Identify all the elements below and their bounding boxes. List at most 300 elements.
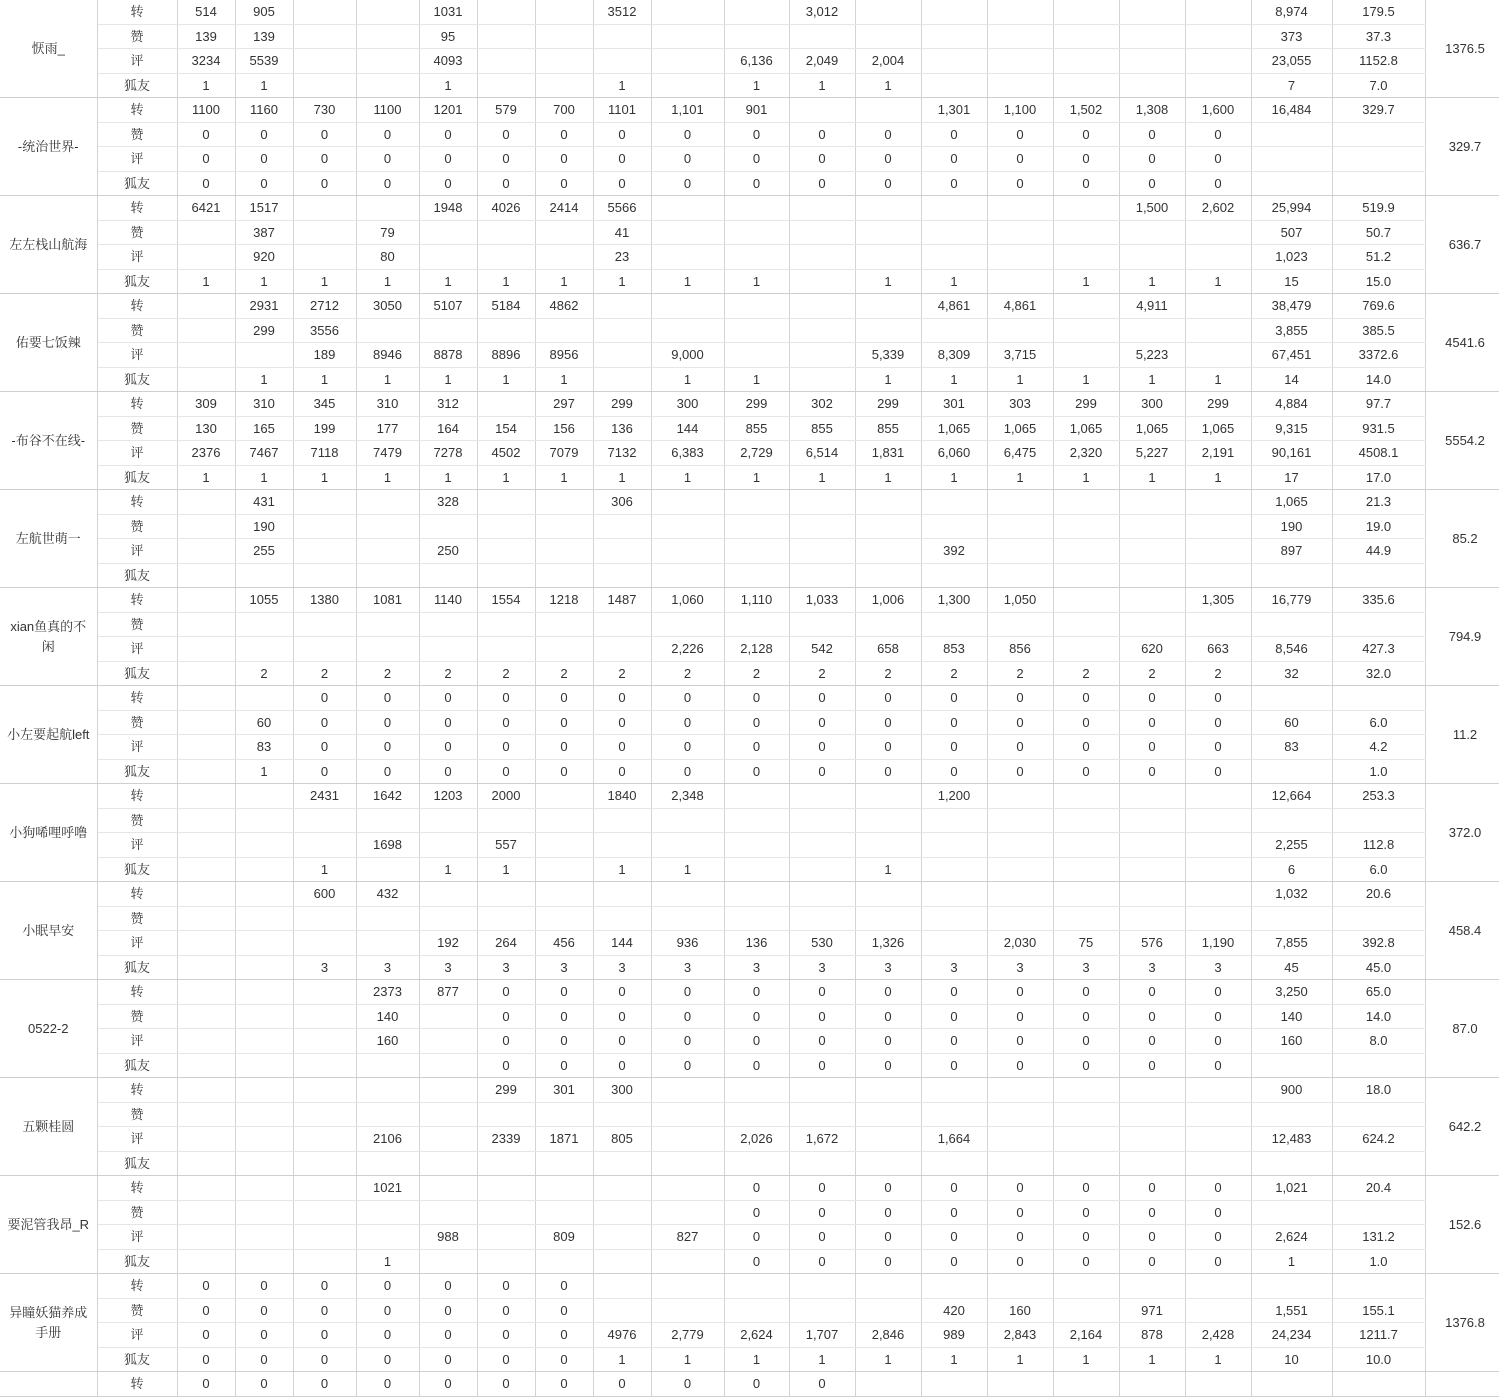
metric-type-cell[interactable]: 赞 (97, 1004, 177, 1029)
value-cell[interactable]: 0 (651, 710, 724, 735)
avg-cell[interactable] (1332, 147, 1425, 172)
value-cell[interactable]: 0 (535, 171, 593, 196)
value-cell[interactable] (593, 1200, 651, 1225)
value-cell[interactable]: 2106 (356, 1127, 419, 1152)
value-cell[interactable]: 0 (987, 1225, 1053, 1250)
value-cell[interactable]: 1 (235, 269, 293, 294)
value-cell[interactable]: 1 (855, 73, 921, 98)
value-cell[interactable] (593, 637, 651, 662)
value-cell[interactable] (987, 1078, 1053, 1103)
value-cell[interactable] (356, 196, 419, 221)
value-cell[interactable] (177, 367, 235, 392)
value-cell[interactable]: 0 (535, 735, 593, 760)
value-cell[interactable]: 139 (235, 24, 293, 49)
sum-cell[interactable]: 38,479 (1251, 294, 1332, 319)
value-cell[interactable] (177, 1078, 235, 1103)
value-cell[interactable] (419, 808, 477, 833)
value-cell[interactable] (724, 490, 789, 515)
value-cell[interactable]: 0 (356, 1372, 419, 1397)
value-cell[interactable]: 8946 (356, 343, 419, 368)
value-cell[interactable]: 1 (1185, 269, 1251, 294)
value-cell[interactable] (177, 808, 235, 833)
value-cell[interactable]: 2 (987, 661, 1053, 686)
value-cell[interactable] (419, 906, 477, 931)
value-cell[interactable]: 0 (593, 1029, 651, 1054)
value-cell[interactable] (235, 882, 293, 907)
value-cell[interactable]: 0 (789, 1176, 855, 1201)
value-cell[interactable]: 827 (651, 1225, 724, 1250)
sum-cell[interactable]: 32 (1251, 661, 1332, 686)
value-cell[interactable]: 0 (535, 1323, 593, 1348)
metric-type-cell[interactable]: 评 (97, 343, 177, 368)
value-cell[interactable]: 0 (855, 686, 921, 711)
value-cell[interactable]: 0 (293, 1298, 356, 1323)
value-cell[interactable]: 1,006 (855, 588, 921, 613)
value-cell[interactable] (724, 294, 789, 319)
metric-type-cell[interactable]: 狐友 (97, 759, 177, 784)
value-cell[interactable]: 1 (651, 465, 724, 490)
metric-type-cell[interactable]: 狐友 (97, 1249, 177, 1274)
value-cell[interactable] (855, 98, 921, 123)
value-cell[interactable]: 1 (293, 465, 356, 490)
value-cell[interactable]: 1 (789, 73, 855, 98)
value-cell[interactable]: 0 (356, 686, 419, 711)
avg-cell[interactable]: 3372.6 (1332, 343, 1425, 368)
value-cell[interactable]: 0 (1053, 1176, 1119, 1201)
value-cell[interactable] (1119, 1078, 1185, 1103)
value-cell[interactable] (1053, 563, 1119, 588)
value-cell[interactable] (419, 245, 477, 270)
value-cell[interactable] (593, 367, 651, 392)
value-cell[interactable]: 6,514 (789, 441, 855, 466)
value-cell[interactable] (535, 49, 593, 74)
value-cell[interactable] (419, 1200, 477, 1225)
value-cell[interactable]: 0 (477, 1347, 535, 1372)
value-cell[interactable]: 2000 (477, 784, 535, 809)
value-cell[interactable]: 0 (1053, 1004, 1119, 1029)
avg-cell[interactable]: 624.2 (1332, 1127, 1425, 1152)
value-cell[interactable]: 600 (293, 882, 356, 907)
value-cell[interactable] (1119, 784, 1185, 809)
value-cell[interactable] (724, 514, 789, 539)
value-cell[interactable]: 309 (177, 392, 235, 417)
value-cell[interactable] (789, 882, 855, 907)
value-cell[interactable] (477, 220, 535, 245)
value-cell[interactable] (1119, 490, 1185, 515)
avg-cell[interactable]: 19.0 (1332, 514, 1425, 539)
value-cell[interactable] (724, 343, 789, 368)
value-cell[interactable] (235, 1004, 293, 1029)
value-cell[interactable] (1185, 0, 1251, 24)
value-cell[interactable] (789, 612, 855, 637)
value-cell[interactable]: 4093 (419, 49, 477, 74)
value-cell[interactable]: 0 (1053, 1200, 1119, 1225)
value-cell[interactable]: 0 (724, 1004, 789, 1029)
value-cell[interactable]: 0 (419, 1323, 477, 1348)
value-cell[interactable] (921, 490, 987, 515)
value-cell[interactable] (1119, 0, 1185, 24)
value-cell[interactable]: 1,065 (1119, 416, 1185, 441)
value-cell[interactable] (855, 1102, 921, 1127)
value-cell[interactable]: 1 (724, 73, 789, 98)
value-cell[interactable] (535, 637, 593, 662)
value-cell[interactable]: 9,000 (651, 343, 724, 368)
avg-cell[interactable]: 155.1 (1332, 1298, 1425, 1323)
value-cell[interactable]: 139 (177, 24, 235, 49)
avg-cell[interactable]: 32.0 (1332, 661, 1425, 686)
value-cell[interactable]: 0 (724, 1029, 789, 1054)
avg-cell[interactable]: 14.0 (1332, 1004, 1425, 1029)
avg-cell[interactable]: 20.4 (1332, 1176, 1425, 1201)
value-cell[interactable]: 0 (651, 122, 724, 147)
value-cell[interactable]: 0 (1185, 1004, 1251, 1029)
value-cell[interactable] (987, 833, 1053, 858)
value-cell[interactable]: 0 (177, 1298, 235, 1323)
value-cell[interactable] (651, 0, 724, 24)
value-cell[interactable]: 557 (477, 833, 535, 858)
value-cell[interactable]: 1 (1119, 465, 1185, 490)
value-cell[interactable]: 0 (789, 710, 855, 735)
avg-cell[interactable]: 15.0 (1332, 269, 1425, 294)
account-name-cell[interactable]: 小左要起航left (0, 686, 97, 784)
sum-cell[interactable] (1251, 1151, 1332, 1176)
value-cell[interactable] (235, 980, 293, 1005)
value-cell[interactable]: 1,707 (789, 1323, 855, 1348)
value-cell[interactable]: 0 (724, 1200, 789, 1225)
sum-cell[interactable] (1251, 906, 1332, 931)
value-cell[interactable]: 3 (651, 955, 724, 980)
value-cell[interactable]: 1 (419, 465, 477, 490)
value-cell[interactable] (535, 1249, 593, 1274)
value-cell[interactable]: 0 (855, 1176, 921, 1201)
value-cell[interactable]: 730 (293, 98, 356, 123)
value-cell[interactable] (356, 73, 419, 98)
value-cell[interactable]: 1 (651, 269, 724, 294)
value-cell[interactable]: 2,026 (724, 1127, 789, 1152)
value-cell[interactable] (921, 245, 987, 270)
value-cell[interactable] (1053, 906, 1119, 931)
value-cell[interactable] (789, 24, 855, 49)
metric-type-cell[interactable]: 狐友 (97, 1151, 177, 1176)
value-cell[interactable]: 0 (535, 980, 593, 1005)
value-cell[interactable] (235, 808, 293, 833)
sum-cell[interactable] (1251, 171, 1332, 196)
value-cell[interactable] (477, 906, 535, 931)
metric-type-cell[interactable]: 转 (97, 98, 177, 123)
value-cell[interactable] (177, 857, 235, 882)
value-cell[interactable] (235, 637, 293, 662)
value-cell[interactable] (535, 857, 593, 882)
sum-cell[interactable]: 23,055 (1251, 49, 1332, 74)
value-cell[interactable]: 1554 (477, 588, 535, 613)
value-cell[interactable] (477, 1200, 535, 1225)
value-cell[interactable] (356, 857, 419, 882)
value-cell[interactable] (724, 318, 789, 343)
value-cell[interactable]: 0 (1119, 759, 1185, 784)
value-cell[interactable]: 1 (235, 759, 293, 784)
value-cell[interactable] (1185, 49, 1251, 74)
value-cell[interactable]: 1 (593, 73, 651, 98)
value-cell[interactable] (651, 1298, 724, 1323)
value-cell[interactable]: 299 (855, 392, 921, 417)
value-cell[interactable]: 658 (855, 637, 921, 662)
value-cell[interactable] (535, 490, 593, 515)
value-cell[interactable] (1185, 1078, 1251, 1103)
avg-cell[interactable] (1332, 612, 1425, 637)
value-cell[interactable]: 0 (724, 1225, 789, 1250)
value-cell[interactable]: 0 (855, 147, 921, 172)
value-cell[interactable]: 2,049 (789, 49, 855, 74)
value-cell[interactable]: 0 (419, 710, 477, 735)
value-cell[interactable]: 1517 (235, 196, 293, 221)
value-cell[interactable]: 2 (356, 661, 419, 686)
value-cell[interactable] (855, 294, 921, 319)
avg-cell[interactable]: 14.0 (1332, 367, 1425, 392)
value-cell[interactable] (1053, 588, 1119, 613)
value-cell[interactable] (855, 318, 921, 343)
value-cell[interactable] (477, 73, 535, 98)
value-cell[interactable] (724, 808, 789, 833)
value-cell[interactable]: 0 (921, 1004, 987, 1029)
value-cell[interactable] (1185, 857, 1251, 882)
value-cell[interactable] (1119, 1151, 1185, 1176)
value-cell[interactable] (724, 857, 789, 882)
value-cell[interactable] (724, 612, 789, 637)
value-cell[interactable] (477, 1151, 535, 1176)
value-cell[interactable]: 1,110 (724, 588, 789, 613)
avg-cell[interactable]: 179.5 (1332, 0, 1425, 24)
metric-type-cell[interactable]: 赞 (97, 906, 177, 931)
metric-type-cell[interactable]: 转 (97, 196, 177, 221)
value-cell[interactable]: 0 (855, 171, 921, 196)
value-cell[interactable]: 0 (724, 759, 789, 784)
metric-type-cell[interactable]: 转 (97, 490, 177, 515)
sum-cell[interactable]: 14 (1251, 367, 1332, 392)
value-cell[interactable]: 0 (987, 122, 1053, 147)
value-cell[interactable]: 0 (593, 147, 651, 172)
value-cell[interactable] (477, 612, 535, 637)
value-cell[interactable] (477, 49, 535, 74)
value-cell[interactable] (293, 1249, 356, 1274)
value-cell[interactable]: 0 (477, 1298, 535, 1323)
value-cell[interactable]: 1 (789, 1347, 855, 1372)
value-cell[interactable]: 0 (1119, 147, 1185, 172)
value-cell[interactable] (356, 49, 419, 74)
value-cell[interactable]: 0 (1053, 686, 1119, 711)
value-cell[interactable] (855, 1372, 921, 1397)
value-cell[interactable]: 7079 (535, 441, 593, 466)
value-cell[interactable] (921, 24, 987, 49)
value-cell[interactable] (855, 882, 921, 907)
value-cell[interactable]: 1 (651, 367, 724, 392)
value-cell[interactable] (235, 686, 293, 711)
value-cell[interactable]: 920 (235, 245, 293, 270)
value-cell[interactable] (293, 245, 356, 270)
value-cell[interactable]: 0 (1119, 686, 1185, 711)
value-cell[interactable] (651, 833, 724, 858)
value-cell[interactable]: 1 (593, 465, 651, 490)
value-cell[interactable]: 0 (855, 759, 921, 784)
value-cell[interactable] (1053, 1372, 1119, 1397)
value-cell[interactable] (1119, 49, 1185, 74)
value-cell[interactable] (1185, 1151, 1251, 1176)
avg-cell[interactable]: 1211.7 (1332, 1323, 1425, 1348)
value-cell[interactable] (293, 563, 356, 588)
value-cell[interactable]: 2 (855, 661, 921, 686)
value-cell[interactable]: 160 (356, 1029, 419, 1054)
metric-type-cell[interactable]: 评 (97, 1225, 177, 1250)
metric-type-cell[interactable]: 转 (97, 588, 177, 613)
value-cell[interactable]: 663 (1185, 637, 1251, 662)
sum-cell[interactable]: 45 (1251, 955, 1332, 980)
value-cell[interactable] (1185, 1298, 1251, 1323)
value-cell[interactable] (1119, 588, 1185, 613)
value-cell[interactable]: 0 (789, 1200, 855, 1225)
metric-type-cell[interactable]: 狐友 (97, 1053, 177, 1078)
value-cell[interactable]: 0 (921, 710, 987, 735)
value-cell[interactable]: 1160 (235, 98, 293, 123)
value-cell[interactable]: 95 (419, 24, 477, 49)
value-cell[interactable] (235, 343, 293, 368)
value-cell[interactable]: 2931 (235, 294, 293, 319)
value-cell[interactable] (987, 318, 1053, 343)
value-cell[interactable] (535, 1200, 593, 1225)
value-cell[interactable] (293, 1176, 356, 1201)
value-cell[interactable] (987, 808, 1053, 833)
value-cell[interactable]: 0 (419, 122, 477, 147)
account-name-cell[interactable]: -布谷不在线- (0, 392, 97, 490)
value-cell[interactable]: 7118 (293, 441, 356, 466)
value-cell[interactable]: 160 (987, 1298, 1053, 1323)
value-cell[interactable] (356, 808, 419, 833)
value-cell[interactable]: 1 (1119, 1347, 1185, 1372)
metric-type-cell[interactable]: 赞 (97, 1298, 177, 1323)
value-cell[interactable]: 3,012 (789, 0, 855, 24)
avg-cell[interactable]: 427.3 (1332, 637, 1425, 662)
value-cell[interactable] (855, 514, 921, 539)
value-cell[interactable]: 0 (177, 1372, 235, 1397)
value-cell[interactable] (235, 833, 293, 858)
metric-type-cell[interactable]: 评 (97, 1127, 177, 1152)
value-cell[interactable]: 0 (1053, 171, 1119, 196)
value-cell[interactable] (1185, 563, 1251, 588)
value-cell[interactable] (855, 563, 921, 588)
value-cell[interactable]: 2414 (535, 196, 593, 221)
value-cell[interactable]: 0 (855, 1249, 921, 1274)
value-cell[interactable]: 1 (789, 465, 855, 490)
value-cell[interactable] (987, 49, 1053, 74)
value-cell[interactable]: 0 (921, 147, 987, 172)
value-cell[interactable]: 2,128 (724, 637, 789, 662)
value-cell[interactable] (1185, 1127, 1251, 1152)
value-cell[interactable]: 431 (235, 490, 293, 515)
avg-cell[interactable]: 392.8 (1332, 931, 1425, 956)
value-cell[interactable]: 0 (235, 1274, 293, 1299)
value-cell[interactable]: 3 (593, 955, 651, 980)
metric-type-cell[interactable]: 狐友 (97, 1347, 177, 1372)
avg-cell[interactable] (1332, 686, 1425, 711)
value-cell[interactable]: 0 (651, 171, 724, 196)
value-cell[interactable]: 1 (593, 1347, 651, 1372)
value-cell[interactable]: 0 (593, 122, 651, 147)
metric-type-cell[interactable]: 评 (97, 441, 177, 466)
sum-cell[interactable] (1251, 1102, 1332, 1127)
value-cell[interactable]: 1487 (593, 588, 651, 613)
value-cell[interactable] (789, 1151, 855, 1176)
value-cell[interactable] (921, 833, 987, 858)
value-cell[interactable] (419, 1078, 477, 1103)
value-cell[interactable] (293, 1078, 356, 1103)
value-cell[interactable] (987, 563, 1053, 588)
value-cell[interactable] (535, 906, 593, 931)
value-cell[interactable] (1185, 220, 1251, 245)
value-cell[interactable] (593, 612, 651, 637)
value-cell[interactable] (855, 0, 921, 24)
value-cell[interactable]: 878 (1119, 1323, 1185, 1348)
value-cell[interactable] (535, 833, 593, 858)
value-cell[interactable] (651, 882, 724, 907)
value-cell[interactable]: 7278 (419, 441, 477, 466)
value-cell[interactable]: 0 (789, 1372, 855, 1397)
group-total-cell[interactable]: 1376.8 (1425, 1274, 1499, 1372)
value-cell[interactable]: 620 (1119, 637, 1185, 662)
value-cell[interactable] (651, 612, 724, 637)
sum-cell[interactable]: 7 (1251, 73, 1332, 98)
value-cell[interactable]: 0 (855, 735, 921, 760)
value-cell[interactable]: 2 (235, 661, 293, 686)
value-cell[interactable] (987, 490, 1053, 515)
value-cell[interactable]: 192 (419, 931, 477, 956)
value-cell[interactable] (235, 931, 293, 956)
value-cell[interactable] (855, 1127, 921, 1152)
value-cell[interactable]: 6,060 (921, 441, 987, 466)
value-cell[interactable] (651, 1078, 724, 1103)
value-cell[interactable] (235, 1127, 293, 1152)
account-name-cell[interactable]: 左左栈山航海 (0, 196, 97, 294)
value-cell[interactable] (921, 220, 987, 245)
value-cell[interactable]: 4,911 (1119, 294, 1185, 319)
value-cell[interactable]: 0 (921, 122, 987, 147)
value-cell[interactable]: 1840 (593, 784, 651, 809)
value-cell[interactable]: 3 (1053, 955, 1119, 980)
value-cell[interactable] (921, 563, 987, 588)
value-cell[interactable]: 2,348 (651, 784, 724, 809)
value-cell[interactable]: 2,779 (651, 1323, 724, 1348)
value-cell[interactable]: 0 (1119, 1176, 1185, 1201)
sum-cell[interactable] (1251, 1200, 1332, 1225)
avg-cell[interactable]: 65.0 (1332, 980, 1425, 1005)
value-cell[interactable]: 0 (235, 1298, 293, 1323)
value-cell[interactable]: 0 (235, 171, 293, 196)
value-cell[interactable] (1053, 0, 1119, 24)
value-cell[interactable] (535, 24, 593, 49)
value-cell[interactable] (1053, 294, 1119, 319)
value-cell[interactable]: 297 (535, 392, 593, 417)
value-cell[interactable] (651, 1151, 724, 1176)
sum-cell[interactable]: 15 (1251, 269, 1332, 294)
value-cell[interactable]: 0 (987, 1053, 1053, 1078)
value-cell[interactable] (235, 1029, 293, 1054)
sum-cell[interactable]: 3,855 (1251, 318, 1332, 343)
value-cell[interactable]: 0 (1185, 122, 1251, 147)
value-cell[interactable]: 3 (921, 955, 987, 980)
value-cell[interactable]: 0 (987, 710, 1053, 735)
value-cell[interactable]: 2 (651, 661, 724, 686)
value-cell[interactable]: 3 (535, 955, 593, 980)
value-cell[interactable]: 255 (235, 539, 293, 564)
avg-cell[interactable]: 1.0 (1332, 759, 1425, 784)
value-cell[interactable] (855, 1298, 921, 1323)
